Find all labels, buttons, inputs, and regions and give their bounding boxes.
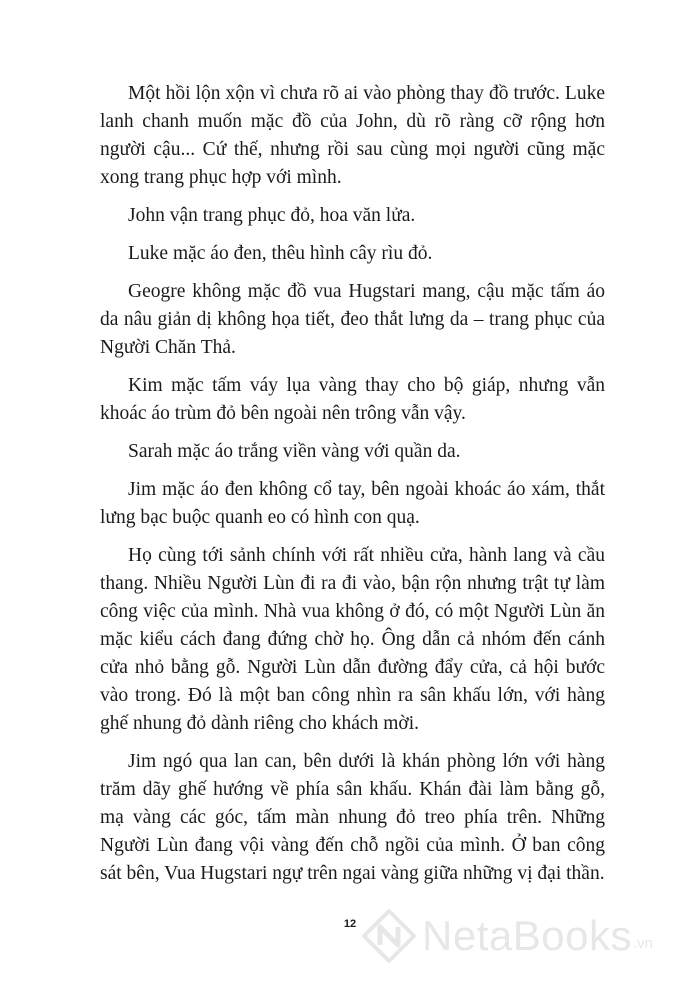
page-body bbox=[100, 80, 605, 898]
netabooks-n-logo-icon bbox=[362, 909, 416, 963]
paragraph: Geogre không mặc đồ vua Hugstari mang, cậu mặc tấm áo da nâu giản dị không họa tiết, đeo thắt lưng da – trang phục của Người Chăn Thả. bbox=[100, 281, 605, 358]
watermark bbox=[362, 908, 653, 964]
paragraph: Jim mặc áo đen không cổ tay, bên ngoài khoác áo xám, thắt lưng bạc buộc quanh eo có hình con quạ. bbox=[100, 479, 605, 528]
watermark-brand: NetaBooks bbox=[422, 912, 632, 959]
paragraph: John vận trang phục đỏ, hoa văn lửa. bbox=[128, 205, 416, 226]
paragraph: Một hồi lộn xộn vì chưa rõ ai vào phòng thay đồ trước. Luke lanh chanh muốn mặc đồ của John, dù rõ ràng cỡ rộng hơn người cậu... Cứ thế, nhưng rồi sau cùng mọi người cũng mặc xong trang phục hợp với mình. bbox=[100, 83, 605, 188]
paragraph: Họ cùng tới sảnh chính với rất nhiều cửa, hành lang và cầu thang. Nhiều Người Lùn đi ra đi vào, bận rộn nhưng trật tự làm công việc của mình. Nhà vua không ở đó, có một Người Lùn ăn mặc kiểu cách đang đứng chờ họ. Ông dẫn cả nhóm đến cánh cửa nhỏ bằng gỗ. Người Lùn dẫn đường đẩy cửa, cả hội bước vào trong. Đó là một ban công nhìn ra sân khấu lớn, với hàng ghế nhung đỏ dành riêng cho khách mời. bbox=[100, 545, 605, 734]
paragraph: Kim mặc tấm váy lụa vàng thay cho bộ giáp, nhưng vẫn khoác áo trùm đỏ bên ngoài nên trông vẫn vậy. bbox=[100, 375, 605, 424]
watermark-suffix: .vn bbox=[632, 935, 653, 952]
paragraph: Sarah mặc áo trắng viền vàng với quần da. bbox=[128, 441, 461, 462]
paragraph: Luke mặc áo đen, thêu hình cây rìu đỏ. bbox=[128, 243, 433, 264]
paragraph: Jim ngó qua lan can, bên dưới là khán phòng lớn với hàng trăm dãy ghế hướng về phía sân khấu. Khán đài làm bằng gỗ, mạ vàng các góc, tấm màn nhung đỏ treo phía trên. Những Người Lùn đang vội vàng đến chỗ ngồi của mình. Ở ban công sát bên, Vua Hugstari ngự trên ngai vàng giữa những vị đại thần. bbox=[100, 751, 605, 884]
page-number: 12 bbox=[343, 918, 357, 930]
